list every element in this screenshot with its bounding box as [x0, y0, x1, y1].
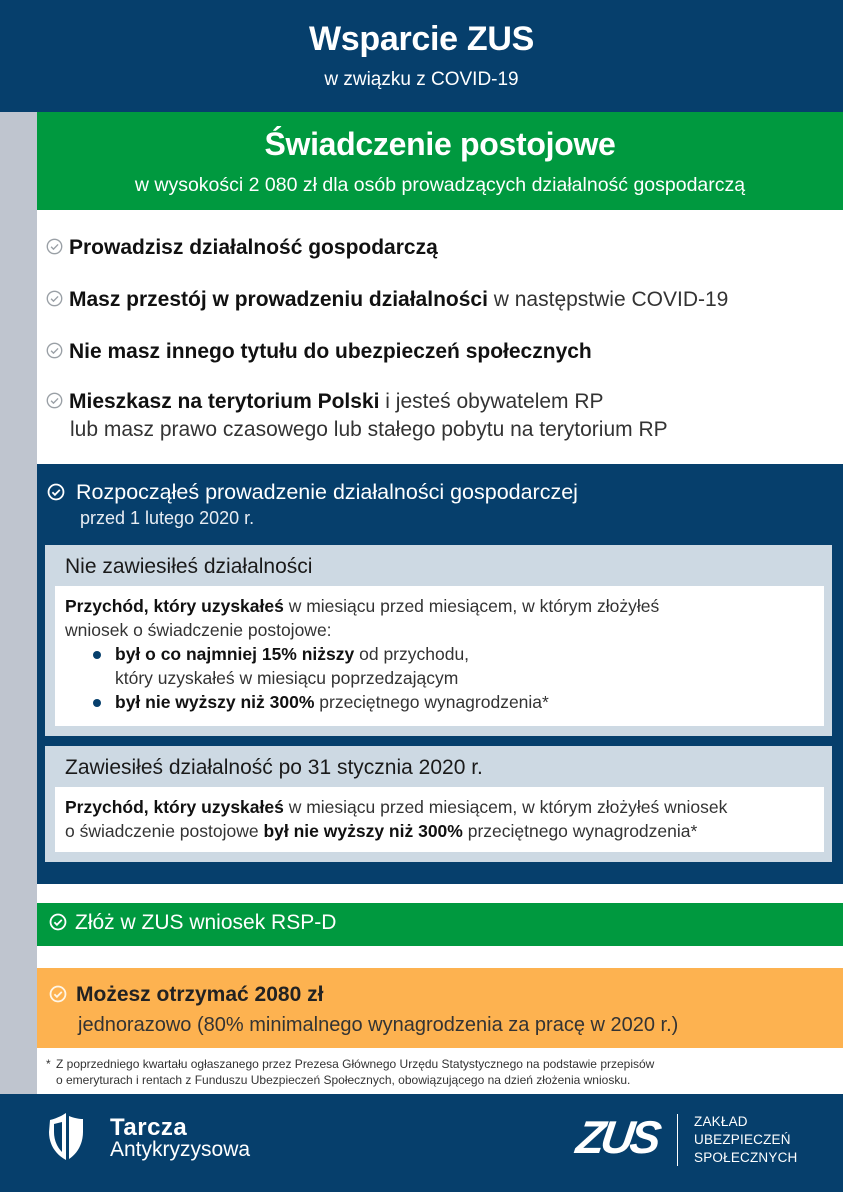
- intro-bold: Przychód, który uzyskałeś: [65, 596, 284, 616]
- page-title: Wsparcie ZUS: [308, 20, 535, 58]
- suspended-box: [45, 746, 832, 862]
- criteria-rest: w następstwie COVID-19: [487, 288, 729, 311]
- suspended-line2-pre: o świadczenie postojowe: [65, 821, 264, 841]
- tarcza-subtitle: Antykryzysowa: [110, 1138, 251, 1161]
- bullet-item: [65, 642, 814, 690]
- check-circle-icon: [46, 392, 63, 409]
- zus-full-name: [694, 1113, 797, 1167]
- footnote-line1: Z poprzedniego kwartału ogłaszanego przez Prezesa Głównego Urzędu Statystycznego na podstawie przepisów: [56, 1057, 655, 1071]
- started-business-heading: [47, 480, 578, 528]
- zus-name-line: ZAKŁAD: [694, 1114, 748, 1129]
- started-business-date: przed 1 lutego 2020 r.: [80, 508, 255, 528]
- suspended-line2-post: przeciętnego wynagrodzenia*: [462, 821, 698, 841]
- check-circle-icon: [46, 238, 63, 255]
- bullet-item: [65, 690, 814, 714]
- suspended-bold2: był nie wyższy niż 300%: [263, 821, 463, 841]
- criteria-bold: Nie masz innego tytułu do ubezpieczeń społecznych: [69, 340, 592, 363]
- logo-divider: [677, 1114, 678, 1166]
- zus-name-line: SPOŁECZNYCH: [694, 1150, 798, 1165]
- page-footer: [0, 1094, 843, 1192]
- bullet-rest: od przychodu,: [354, 644, 470, 664]
- criteria-item: [46, 286, 728, 314]
- criteria-item: [46, 388, 668, 444]
- receive-title: Możesz otrzymać 2080 zł: [76, 983, 324, 1006]
- criteria-item: [46, 338, 592, 366]
- footnote: [46, 1056, 654, 1088]
- bullet-dot-icon: [93, 651, 101, 659]
- criteria-bold: Masz przestój w prowadzeniu działalności: [69, 288, 488, 311]
- bullet-rest: przeciętnego wynagrodzenia*: [314, 692, 549, 712]
- shield-icon: [46, 1112, 86, 1162]
- criteria-rest: i jesteś obywatelem RP: [379, 390, 604, 413]
- not-suspended-box: [45, 545, 832, 736]
- suspended-rest1: w miesiącu przed miesiącem, w którym złożyłeś wniosek: [283, 797, 728, 817]
- receive-amount-box: [37, 968, 843, 1048]
- tarcza-title: Tarcza: [110, 1114, 188, 1141]
- criteria-bold: Prowadzisz działalność gospodarczą: [69, 236, 438, 259]
- suspended-details: [55, 787, 824, 852]
- bullet-dot-icon: [93, 699, 101, 707]
- criteria-item: [46, 234, 438, 262]
- page-subtitle: w związku z COVID-19: [324, 69, 519, 90]
- not-suspended-details: [55, 586, 824, 726]
- criteria-line2: lub masz prawo czasowego lub stałego pobytu na terytorium RP: [70, 418, 668, 441]
- suspended-bold1: Przychód, który uzyskałeś: [65, 797, 284, 817]
- apply-text: Złóż w ZUS wniosek RSP-D: [75, 911, 337, 934]
- benefit-title: Świadczenie postojowe: [264, 126, 616, 162]
- eligibility-panel: [37, 464, 843, 884]
- check-circle-icon: [47, 483, 65, 501]
- receive-subtitle: jednorazowo (80% minimalnego wynagrodzenia za pracę w 2020 r.): [78, 1014, 679, 1036]
- footnote-star: *: [46, 1057, 51, 1071]
- check-circle-icon: [46, 290, 63, 307]
- apply-bar: [37, 903, 843, 946]
- bullet-bold: był o co najmniej 15% niższy: [115, 644, 355, 664]
- benefit-subtitle: w wysokości 2 080 zł dla osób prowadzących działalność gospodarczą: [134, 174, 746, 196]
- check-circle-icon: [46, 342, 63, 359]
- zus-mark: ZUS: [573, 1111, 661, 1163]
- side-strip-decoration: [0, 112, 37, 1094]
- bullet-line2: który uzyskałeś w miesiącu poprzedzającym: [115, 668, 459, 688]
- footnote-line2: o emeryturach i rentach z Funduszu Ubezpieczeń Społecznych, obowiązującego na dzień złożenia wniosku.: [56, 1073, 631, 1087]
- check-circle-icon: [49, 985, 67, 1003]
- benefit-hero: [37, 112, 843, 210]
- not-suspended-title: Nie zawiesiłeś działalności: [65, 555, 313, 578]
- criteria-bold: Mieszkasz na terytorium Polski: [69, 390, 380, 413]
- bullet-bold: był nie wyższy niż 300%: [115, 692, 315, 712]
- page-header: [0, 0, 843, 112]
- intro-line2: wniosek o świadczenie postojowe:: [65, 620, 332, 640]
- suspended-title: Zawiesiłeś działalność po 31 stycznia 2020 r.: [65, 756, 483, 779]
- check-circle-icon: [49, 913, 67, 931]
- intro-rest: w miesiącu przed miesiącem, w którym złożyłeś: [283, 596, 660, 616]
- started-business-title: Rozpocząłeś prowadzenie działalności gospodarczej: [76, 480, 578, 504]
- zus-name-line: UBEZPIECZEŃ: [694, 1132, 791, 1147]
